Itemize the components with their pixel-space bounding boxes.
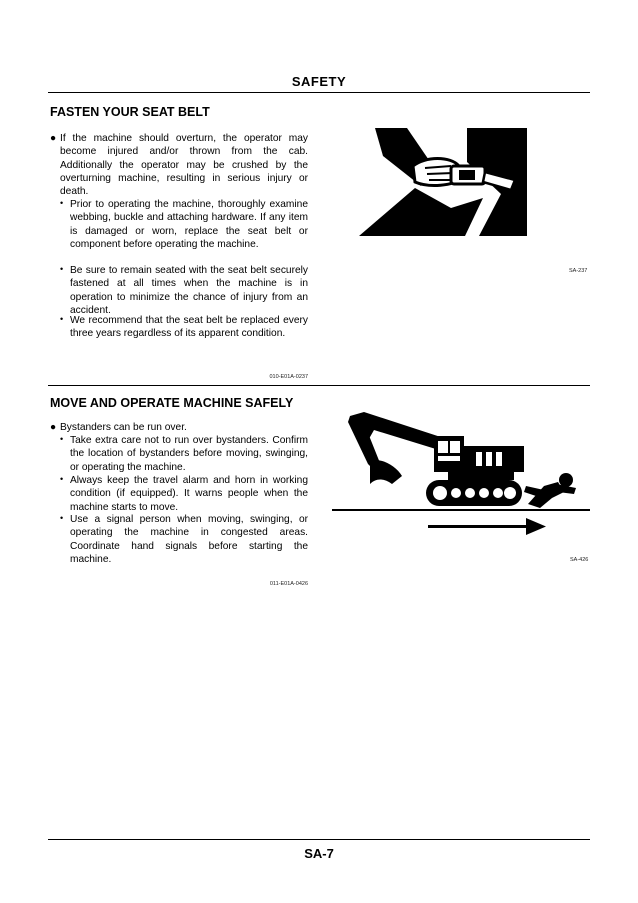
sub-bullet-icon: •	[60, 264, 64, 274]
main-bullet-bystanders	[50, 421, 308, 434]
sub-bullet-text: We recommend that the seat belt be replaced every three years regardless of its apparent condition.	[70, 315, 308, 340]
bullet-dot-icon: ●	[50, 133, 57, 144]
section-code: 011-E01A-0426	[269, 581, 308, 587]
sub-bullet-text: Use a signal person when moving, swinging, or operating the machine in congested areas. Coordinate hand signals before starting the machine.	[70, 514, 308, 565]
sub-bullet-icon: •	[60, 314, 64, 324]
section-title-move-operate: MOVE AND OPERATE MACHINE SAFELY	[50, 396, 294, 410]
seat-belt-illustration	[355, 126, 535, 238]
sub-bullet-text: Always keep the travel alarm and horn in working condition (if equipped). It warns people when the machine starts to move.	[70, 475, 308, 513]
sub-bullet	[60, 198, 308, 251]
sub-bullet-icon: •	[60, 198, 64, 208]
sub-bullet	[60, 264, 308, 317]
header-rule	[48, 92, 590, 93]
sub-bullet	[60, 474, 308, 514]
figure-code: SA-237	[569, 268, 588, 274]
sub-bullet-text: Be sure to remain seated with the seat belt securely fastened at all times when the machine is in operation to minimize the chance of injury from an accident.	[70, 265, 308, 316]
bullet-dot-icon: ●	[50, 422, 57, 433]
main-bullet-text: Bystanders can be run over.	[60, 422, 187, 433]
excavator-illustration	[330, 408, 592, 540]
figure-code: SA-426	[570, 557, 589, 563]
sub-bullet-text: Prior to operating the machine, thoroughly examine webbing, buckle and attaching hardware. If any item is damaged or worn, replace the seat belt or component before operating the machine.	[70, 199, 308, 250]
sub-bullet-icon: •	[60, 513, 64, 523]
section-divider	[48, 385, 590, 386]
sub-bullet	[60, 314, 308, 341]
section-code: 010-E01A-0237	[269, 374, 308, 380]
sub-bullet	[60, 513, 308, 566]
sub-bullet	[60, 434, 308, 474]
main-bullet-seat-belt	[50, 132, 308, 198]
page-number: SA-7	[304, 846, 334, 861]
section-title-seat-belt: FASTEN YOUR SEAT BELT	[50, 105, 210, 119]
sub-bullet-text: Take extra care not to run over bystanders. Confirm the location of bystanders before moving, swinging, or operating the machine.	[70, 435, 308, 473]
main-bullet-text: If the machine should overturn, the operator may become injured and/or thrown from the cab. Additionally the operator may be crushed by the overturning machine, resulting in serious injury or death.	[60, 133, 308, 198]
footer-rule	[48, 839, 590, 840]
sub-bullet-icon: •	[60, 474, 64, 484]
page-title: SAFETY	[291, 74, 347, 89]
sub-bullet-icon: •	[60, 434, 64, 444]
